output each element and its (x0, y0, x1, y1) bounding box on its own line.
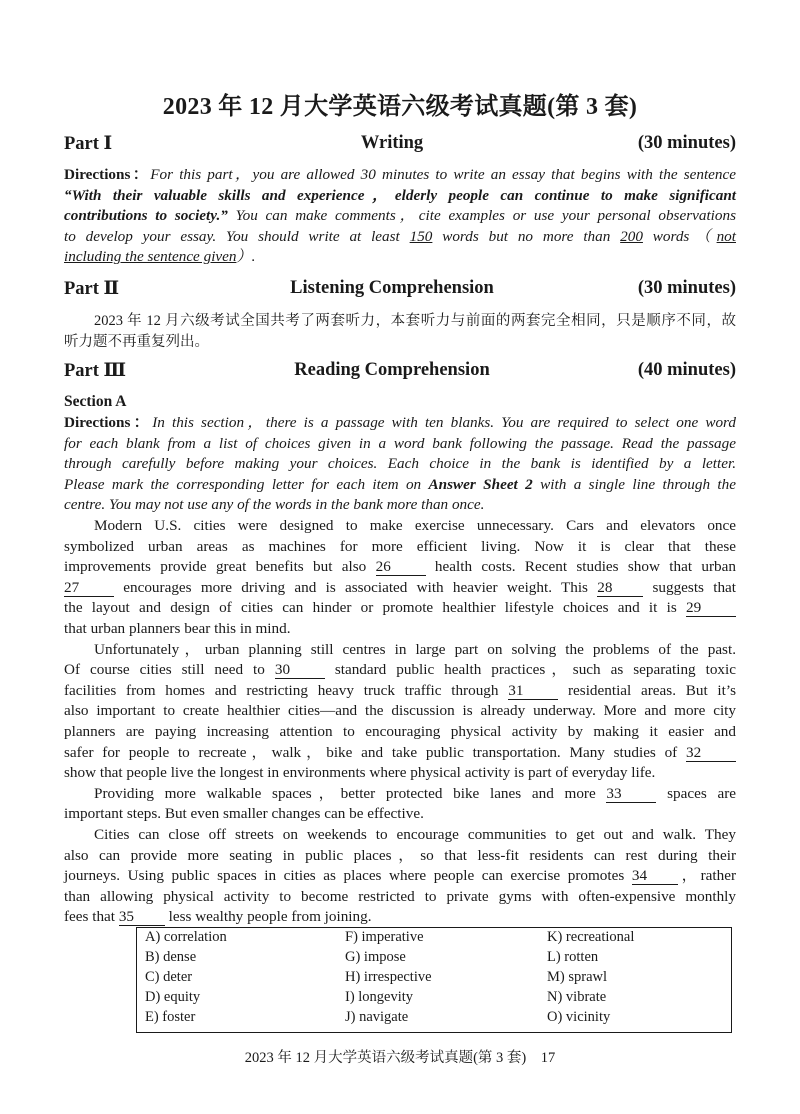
word-bank-item: J) navigate (345, 1009, 409, 1025)
prompt-sentence-end: contributions to society.” (64, 207, 228, 225)
blank-31: 31 (508, 683, 558, 700)
note-text: including the sentence given (64, 248, 237, 266)
word-bank-item: M) sprawl (547, 969, 608, 985)
page-title: 2023 年 12 月大学英语六级考试真题(第 3 套) (162, 94, 638, 120)
directions-label: Directions： (64, 166, 151, 183)
word-bank-item: K) recreational (547, 929, 635, 945)
passage-line: important steps. But even smaller changes can be effective. (64, 805, 424, 823)
dir-text: Please mark the corresponding letter for each item on (64, 475, 429, 493)
dir-text: ）. (236, 248, 256, 266)
dir-text: words（ (642, 227, 717, 245)
blank-35: 35 (119, 909, 165, 926)
passage-text: fees that (64, 908, 119, 926)
part1-label: Part Ⅰ (64, 134, 113, 154)
word-bank-item: E) foster (145, 1009, 196, 1025)
part2-header (64, 278, 736, 304)
max-words: 200 (620, 227, 643, 245)
part3-name: Reading Comprehension (294, 360, 490, 380)
word-bank-item: O) vicinity (547, 1009, 611, 1025)
blank-34: 34 (632, 868, 678, 885)
part1-directions (64, 165, 736, 268)
word-bank-item: L) rotten (547, 949, 599, 965)
word-bank-item: H) irrespective (345, 969, 432, 985)
passage-text: the layout and design of cities can hinder or promote healthier lifestyle choices and it is (64, 599, 686, 617)
blank-29: 29 (686, 600, 736, 617)
passage-text: encourages more driving and is associated with heavier weight. This (114, 578, 598, 596)
word-bank-item: C) deter (145, 969, 193, 985)
passage (64, 516, 736, 928)
blank-33: 33 (606, 786, 656, 803)
passage-text: standard public health practices，such as separating toxic (324, 661, 736, 679)
part1-name: Writing (360, 133, 424, 153)
blank-27: 27 (64, 580, 114, 597)
word-bank-item: I) longevity (345, 989, 414, 1005)
passage-line: also important to create healthier cities—and the discussion is already underway. More and more city (64, 702, 736, 720)
passage-text: Of course cities still need to (64, 661, 275, 679)
blank-32: 32 (686, 745, 736, 762)
word-bank (136, 927, 732, 1033)
answer-sheet-ref: Answer Sheet 2 (428, 475, 533, 493)
passage-text: facilities from homes and restricting heavy truck traffic through (64, 681, 509, 699)
part2-name: Listening Comprehension (290, 278, 494, 298)
passage-line: Unfortunately，urban planning still centres in large part on solving the problems of the past. (94, 640, 736, 658)
word-bank-item: D) equity (145, 989, 201, 1005)
dir-text: You can make comments，cite examples or use your personal observations (227, 207, 736, 225)
blank-30: 30 (275, 662, 325, 679)
directions-label: Directions： (64, 414, 153, 431)
passage-text: journeys. Using public spaces in cities as places where people can exercise promotes (64, 867, 632, 885)
part2-note-line: 2023 年 12 月六级考试全国共考了两套听力，本套听力与前面的两套完全相同，只是顺序不同，故 (94, 313, 736, 329)
passage-text: health costs. Recent studies show that urban (425, 558, 736, 576)
part1-header (64, 133, 736, 159)
dir-text: for each blank from a list of choices given in a word bank following the passage. Read the passage (64, 434, 736, 452)
passage-line: Cities can close off streets on weekends to encourage communities to get out and walk. They (94, 825, 736, 843)
passage-text: ，rather (677, 867, 736, 885)
page-footer: 2023 年 12 月大学英语六级考试真题(第 3 套) 17 (244, 1050, 556, 1066)
note-text: not (716, 227, 736, 245)
part2-label: Part Ⅱ (64, 279, 120, 299)
passage-text: spaces are (656, 784, 736, 802)
blank-26: 26 (376, 559, 426, 576)
part1-time: (30 minutes) (637, 133, 736, 153)
word-bank-item: A) correlation (145, 929, 227, 945)
dir-text: through carefully before making your choices. Each choice in the bank is identified by a letter. (64, 455, 736, 473)
part3-header (64, 360, 736, 386)
word-bank-item: F) imperative (345, 929, 424, 945)
passage-line: show that people live the longest in environments where physical activity is part of everyday life. (64, 764, 656, 782)
passage-text: Providing more walkable spaces，better protected bike lanes and more (94, 784, 607, 802)
passage-text: residential areas. But it’s (558, 681, 737, 699)
word-bank-item: B) dense (145, 949, 197, 965)
word-bank-item: G) impose (345, 949, 406, 965)
passage-text: safer for people to recreate，walk，bike and take public transportation. Many studies of (64, 743, 686, 761)
prompt-sentence: “With their valuable skills and experience，elderly people can continue to make significant (64, 186, 736, 204)
passage-line: than allowing physical activity to become restricted to private gyms with often-expensive monthly (64, 887, 736, 905)
passage-line: symbolized urban areas as machines for more efficient living. Now it is clear that these (64, 537, 736, 555)
part2-note (64, 311, 736, 352)
dir-text: words but no more than (432, 227, 621, 245)
min-words: 150 (409, 227, 433, 245)
passage-line: planners are paying increasing attention to encouraging physical activity by making it easier and (64, 722, 736, 740)
passage-line: Modern U.S. cities were designed to make exercise unnecessary. Cars and elevators once (94, 517, 736, 534)
dir-text: In this section，there is a passage with ten blanks. You are required to select one word (152, 414, 736, 431)
passage-text: suggests that (643, 578, 736, 596)
dir-text: centre. You may not use any of the words in the bank more than once. (64, 496, 485, 514)
section-a-directions (64, 413, 736, 516)
dir-text: to develop your essay. You should write at least (64, 227, 410, 245)
blank-28: 28 (597, 580, 643, 597)
section-a-heading: Section A (64, 393, 127, 410)
dir-text: For this part，you are allowed 30 minutes to write an essay that begins with the sentence (150, 166, 736, 183)
passage-line: also can provide more seating in public places，so that less-fit residents can rest during their (64, 846, 736, 864)
dir-text: with a single line through the (532, 475, 736, 493)
part3-time: (40 minutes) (637, 360, 736, 380)
word-bank-item: N) vibrate (547, 989, 607, 1005)
passage-text: improvements provide great benefits but also (64, 558, 376, 576)
passage-text: less wealthy people from joining. (164, 908, 372, 926)
passage-line: that urban planners bear this in mind. (64, 619, 291, 637)
part2-time: (30 minutes) (637, 278, 736, 298)
part2-note-line: 听力题不再重复列出。 (64, 333, 209, 350)
part3-label: Part Ⅲ (64, 361, 127, 381)
